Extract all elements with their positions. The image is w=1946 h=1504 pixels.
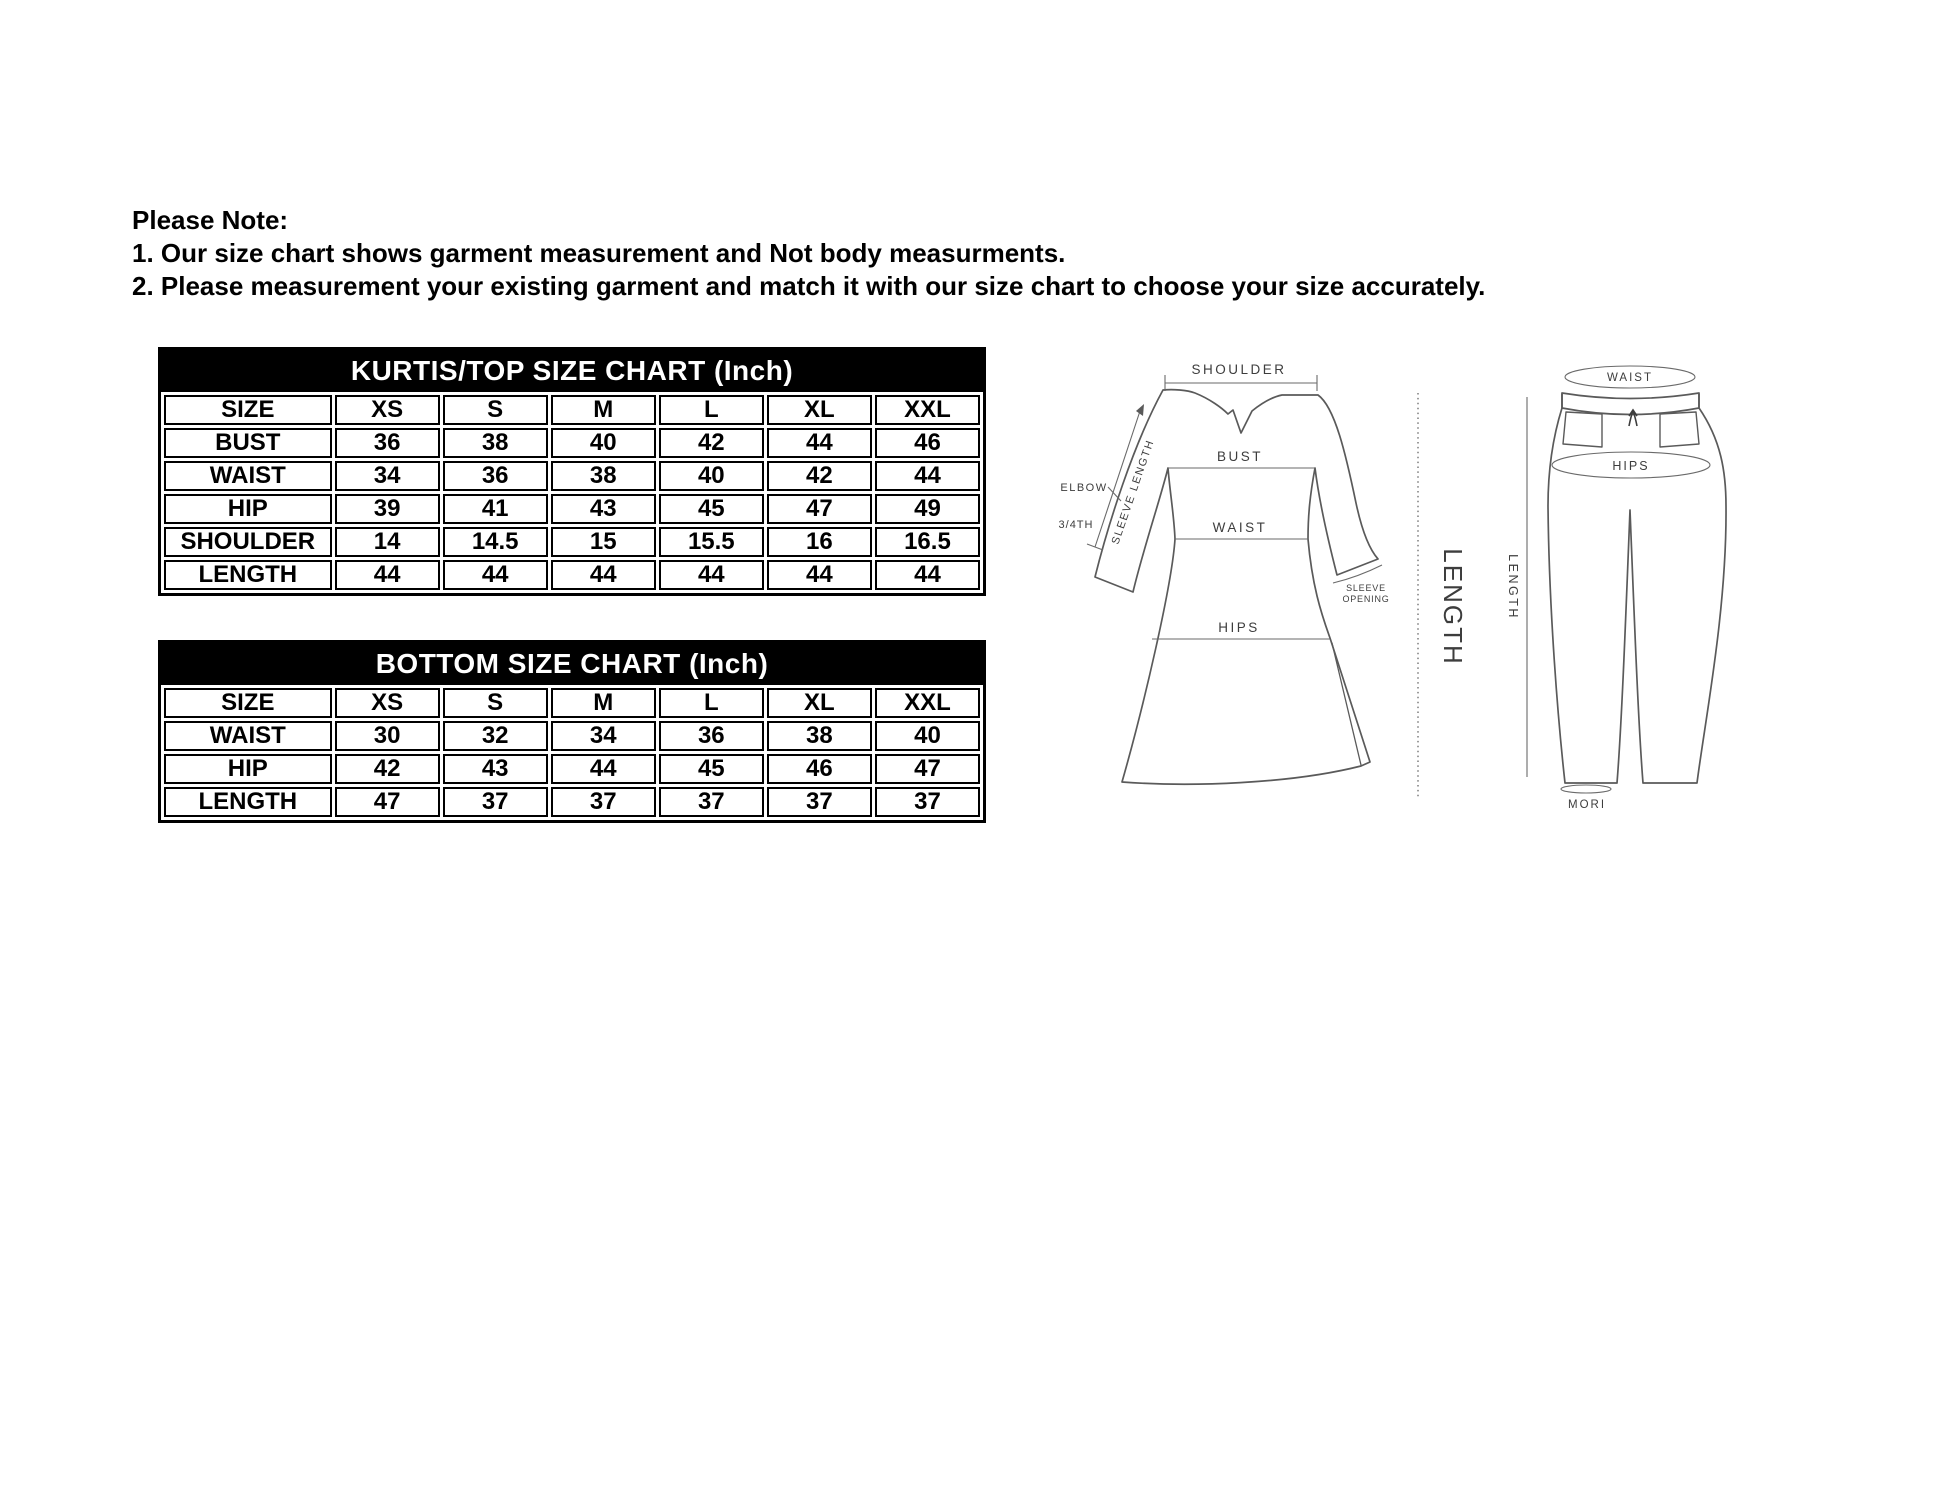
- table-row-hip: [164, 754, 980, 784]
- column-header-xs: XS: [335, 395, 440, 425]
- table-row-waist: [164, 461, 980, 491]
- table-row-length: [164, 560, 980, 590]
- pants-hips-label: HIPS: [1612, 459, 1650, 473]
- kurtis-top-size-chart-title: KURTIS/TOP SIZE CHART (Inch): [161, 350, 983, 392]
- value-cell: 32: [443, 721, 548, 751]
- value-cell: 38: [443, 428, 548, 458]
- column-header-size: SIZE: [164, 395, 332, 425]
- row-label-cell: WAIST: [164, 721, 332, 751]
- value-cell: 34: [551, 721, 656, 751]
- value-cell: 44: [551, 560, 656, 590]
- value-cell: 44: [551, 754, 656, 784]
- column-header-l: L: [659, 688, 764, 718]
- value-cell: 42: [659, 428, 764, 458]
- column-header-size: SIZE: [164, 688, 332, 718]
- value-cell: 44: [335, 560, 440, 590]
- kurti-sleeve-opening-label-line1: SLEEVE: [1346, 583, 1386, 593]
- value-cell: 37: [875, 787, 980, 817]
- value-cell: 40: [875, 721, 980, 751]
- pants-left-pocket: [1563, 412, 1602, 447]
- header-row: [164, 688, 980, 718]
- value-cell: 38: [767, 721, 872, 751]
- header-row: [164, 395, 980, 425]
- value-cell: 16.5: [875, 527, 980, 557]
- value-cell: 37: [551, 787, 656, 817]
- value-cell: 47: [335, 787, 440, 817]
- value-cell: 36: [335, 428, 440, 458]
- kurti-sleeve-opening-label-line2: OPENING: [1342, 594, 1390, 604]
- value-cell: 45: [659, 494, 764, 524]
- value-cell: 42: [767, 461, 872, 491]
- row-label-cell: LENGTH: [164, 787, 332, 817]
- value-cell: 37: [443, 787, 548, 817]
- table-row-length: [164, 787, 980, 817]
- value-cell: 40: [659, 461, 764, 491]
- column-header-s: S: [443, 688, 548, 718]
- bottom-size-chart: [158, 640, 986, 823]
- row-label-cell: LENGTH: [164, 560, 332, 590]
- row-label-cell: HIP: [164, 494, 332, 524]
- value-cell: 36: [443, 461, 548, 491]
- pants-mori-label: MORI: [1567, 799, 1607, 811]
- kurtis-top-size-chart: [158, 347, 986, 596]
- row-label-cell: SHOULDER: [164, 527, 332, 557]
- value-cell: 38: [551, 461, 656, 491]
- kurti-measurement-diagram: [1040, 335, 1470, 835]
- table-row-hip: [164, 494, 980, 524]
- column-header-xxl: XXL: [875, 395, 980, 425]
- kurti-shoulder-label: SHOULDER: [1191, 362, 1287, 377]
- kurti-sleeve-dim-arrow: [1136, 404, 1144, 416]
- value-cell: 37: [659, 787, 764, 817]
- value-cell: 39: [335, 494, 440, 524]
- value-cell: 47: [767, 494, 872, 524]
- value-cell: 15: [551, 527, 656, 557]
- value-cell: 47: [875, 754, 980, 784]
- value-cell: 49: [875, 494, 980, 524]
- value-cell: 37: [767, 787, 872, 817]
- bottom-size-table: [161, 685, 983, 820]
- value-cell: 14: [335, 527, 440, 557]
- pants-length-label: LENGTH: [1506, 554, 1520, 620]
- pants-measurement-diagram: [1478, 330, 1788, 840]
- value-cell: 44: [443, 560, 548, 590]
- kurtis-top-size-table: [161, 392, 983, 593]
- value-cell: 44: [875, 461, 980, 491]
- value-cell: 44: [659, 560, 764, 590]
- pants-right-pocket: [1660, 412, 1699, 447]
- kurti-hips-label: HIPS: [1218, 620, 1260, 635]
- value-cell: 14.5: [443, 527, 548, 557]
- value-cell: 30: [335, 721, 440, 751]
- row-label-cell: HIP: [164, 754, 332, 784]
- column-header-xxl: XXL: [875, 688, 980, 718]
- table-row-bust: [164, 428, 980, 458]
- note-line-2: 2. Please measurement your existing garment and match it with our size chart to choose your size accurately.: [132, 271, 1486, 301]
- column-header-xs: XS: [335, 688, 440, 718]
- value-cell: 46: [767, 754, 872, 784]
- column-header-xl: XL: [767, 688, 872, 718]
- value-cell: 15.5: [659, 527, 764, 557]
- kurti-three-fourth-label: 3/4TH: [1058, 519, 1094, 531]
- kurti-side-slit-line: [1332, 643, 1361, 765]
- value-cell: 44: [767, 560, 872, 590]
- row-label-cell: WAIST: [164, 461, 332, 491]
- pants-drawstring: [1629, 410, 1637, 426]
- value-cell: 44: [875, 560, 980, 590]
- note-block: [132, 204, 1485, 303]
- value-cell: 44: [767, 428, 872, 458]
- kurti-shoulder-dim-line: [1165, 375, 1317, 391]
- column-header-m: M: [551, 688, 656, 718]
- value-cell: 40: [551, 428, 656, 458]
- pants-waistband: [1562, 393, 1699, 415]
- value-cell: 46: [875, 428, 980, 458]
- value-cell: 45: [659, 754, 764, 784]
- note-title: Please Note:: [132, 205, 289, 235]
- kurti-waist-label: WAIST: [1212, 520, 1268, 535]
- kurti-length-label: LENGTH: [1438, 548, 1468, 666]
- kurti-elbow-label: ELBOW: [1060, 482, 1108, 494]
- value-cell: 16: [767, 527, 872, 557]
- note-line-1: 1. Our size chart shows garment measurement and Not body measurments.: [132, 238, 1066, 268]
- column-header-l: L: [659, 395, 764, 425]
- pants-waist-label: WAIST: [1607, 372, 1653, 384]
- table-row-waist: [164, 721, 980, 751]
- value-cell: 43: [443, 754, 548, 784]
- bottom-size-chart-title: BOTTOM SIZE CHART (Inch): [161, 643, 983, 685]
- table-row-shoulder: [164, 527, 980, 557]
- value-cell: 42: [335, 754, 440, 784]
- value-cell: 43: [551, 494, 656, 524]
- value-cell: 34: [335, 461, 440, 491]
- value-cell: 36: [659, 721, 764, 751]
- column-header-xl: XL: [767, 395, 872, 425]
- value-cell: 41: [443, 494, 548, 524]
- column-header-s: S: [443, 395, 548, 425]
- column-header-m: M: [551, 395, 656, 425]
- pants-mori-ellipse: [1561, 785, 1611, 793]
- kurti-bust-label: BUST: [1216, 449, 1264, 464]
- row-label-cell: BUST: [164, 428, 332, 458]
- kurti-sleeve-length-label: SLEEVE LENGTH: [1109, 438, 1157, 546]
